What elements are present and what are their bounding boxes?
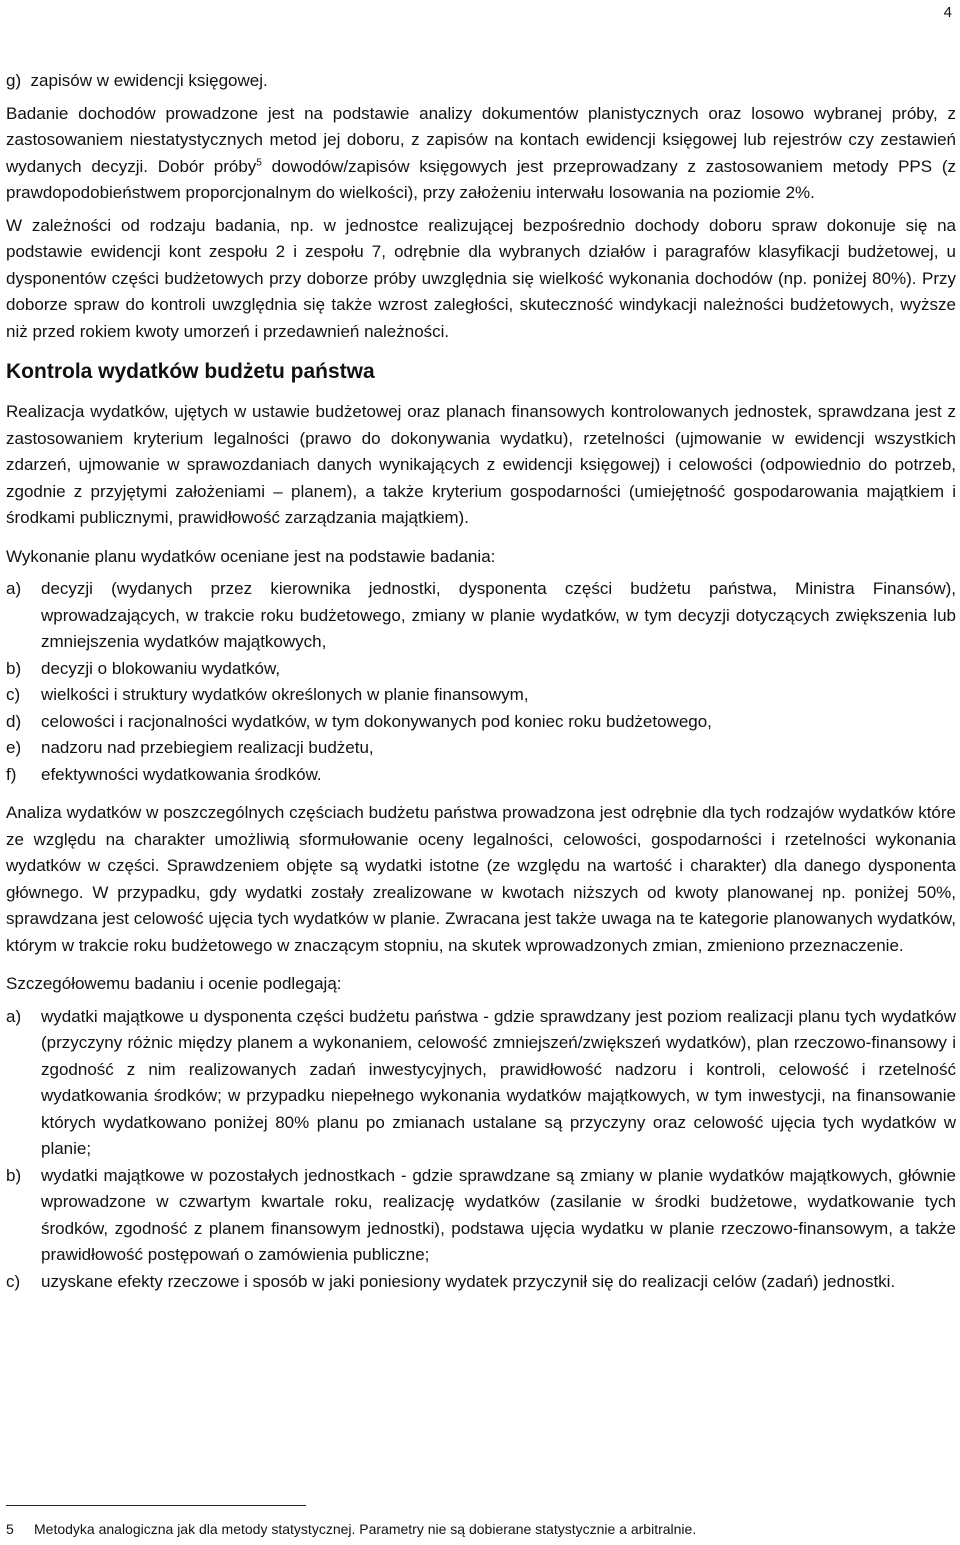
list-item-text: wydatki majątkowe w pozostałych jednostkach - gdzie sprawdzane są zmiany w planie wydatków majątkowych, głównie wprowadzone w czwartym kwartale roku, realizację wydatków (zasilanie w środki budżetowe, wydatkowanie tych środków, zgodność z planem finansowym jednostki), podstawa ujęcia wydatku w planie rzeczowo-finansowym, a także prawidłowość postępowań o zamówienia publiczne; xyxy=(41,1165,956,1264)
footnote-mark: 5 xyxy=(6,1521,14,1537)
list-item-label: d) xyxy=(6,711,22,731)
intro-list-item: g) zapisów w ewidencji księgowej. xyxy=(6,71,268,90)
list-item-label: f) xyxy=(6,764,17,784)
paragraph-plan-execution-intro: Wykonanie planu wydatków oceniane jest na podstawie badania: xyxy=(6,546,496,566)
list-item xyxy=(6,1004,956,1163)
list-item xyxy=(6,735,956,762)
paragraph-sampling-text-a: Badanie dochodów prowadzone jest na podstawie analizy dokumentów planistycznych oraz losowo wybranej próby, z zastosowaniem niestatystycznych metod jej doboru, z zapisów na kontach ewidencji księgowej lub rejestrów czy zestawień wydanych decyzji. Dobór próby xyxy=(6,103,956,176)
list-item-text: celowości i racjonalności wydatków, w tym dokonywanych pod koniec roku budżetowego, xyxy=(41,711,712,731)
paragraph-sampling xyxy=(6,101,956,207)
list-item-text: decyzji (wydanych przez kierownika jednostki, dysponenta części budżetu państwa, Ministra Finansów), wprowadzających, w trakcie roku budżetowego, zmiany w planie wydatków, w tym decyzji dotyczących zwiększenia lub zmniejszenia wydatków majątkowych, xyxy=(41,579,956,651)
page-content xyxy=(6,68,956,1295)
list-item xyxy=(6,1163,956,1269)
footnote-text: Metodyka analogiczna jak dla metody statystycznej. Parametry nie są dobierane statystycznie a arbitralnie. xyxy=(34,1521,697,1537)
paragraph-analysis: Analiza wydatków w poszczególnych częściach budżetu państwa prowadzona jest odrębnie dla tych rodzajów wydatków które ze względu na charakter umożliwią sformułowanie oceny legalności, celowości, gospodarności i rzetelności wykonania wydatków w części. Sprawdzeniem objęte są wydatki istotne (ze względu na wartość i charakter) dla danego dysponenta głównego. W przypadku, gdy wydatki zostały zrealizowane w kwotach niższych od kwoty planowanej np. poniżej 50%, sprawdzana jest celowość ujęcia tych wydatków w planie. Zwracana jest także uwaga na te kategorie planowanych wydatków, którym w trakcie roku budżetowego w znaczącym stopniu, na skutek wprowadzonych zmian, zmieniono przeznaczenie. xyxy=(6,803,956,955)
detailed-review-list xyxy=(6,1004,956,1296)
list-item-text: wydatki majątkowe u dysponenta części budżetu państwa - gdzie sprawdzany jest poziom realizacji planu tych wydatków (przyczyny różnic między planem a wykonaniem, celowość zmniejszeń/zwiększeń wydatków), plan rzeczowo-finansowy i zgodność z nim realizowanych zadań inwestycyjnych, prawidłowość nadzoru i kontroli, celowość i rzetelność wydatkowania środków; w przypadku niepełnego wykonania wydatków majątkowych, w tym inwestycji, na finansowanie których wydatkowano poniżej 80% planu po zmianach ustalane są przyczyny oraz celowość ujęcia tych wydatków w planie; xyxy=(41,1006,956,1158)
list-item-text: decyzji o blokowaniu wydatków, xyxy=(41,658,281,678)
list-item-text: uzyskane efekty rzeczowe i sposób w jaki poniesiony wydatek przyczynił się do realizacji celów (zadań) jednostki. xyxy=(41,1271,896,1291)
paragraph-expenditure-criteria: Realizacja wydatków, ujętych w ustawie budżetowej oraz planach finansowych kontrolowanych jednostek, sprawdzana jest z zastosowaniem kryterium legalności (prawo do dokonywania wydatku), rzetelności (ujmowanie w ewidencji wszystkich zdarzeń, ujmowanie w sprawozdaniach danych wynikających z ewidencji księgowej) i celowości (odpowiednio do potrzeb, zgodnie z przyjętymi założeniami – planem), a także kryterium gospodarności (umiejętność gospodarowania majątkiem i środkami publicznymi, prawidłowość zarządzania majątkiem). xyxy=(6,402,956,527)
section-heading: Kontrola wydatków budżetu państwa xyxy=(6,360,375,383)
paragraph-sampling-text-b: dowodów/zapisów księgowych jest przeprowadzany z zastosowaniem metody PPS (z prawdopodobieństwem proporcjonalnym do wielkości), przy założeniu interwału losowania na poziomie 2%. xyxy=(6,156,956,202)
list-item-label: a) xyxy=(6,579,22,598)
list-item-label: c) xyxy=(6,685,21,704)
list-item xyxy=(6,762,956,789)
list-item-label: b) xyxy=(6,1165,22,1185)
plan-execution-list xyxy=(6,576,956,788)
list-item xyxy=(6,1269,956,1296)
page-number: 4 xyxy=(943,4,952,21)
paragraph-detailed-intro: Szczegółowemu badaniu i ocenie podlegają: xyxy=(6,974,342,993)
list-item xyxy=(6,656,956,683)
footnote xyxy=(6,1520,696,1538)
paragraph-selection-criteria: W zależności od rodzaju badania, np. w jednostce realizującej bezpośrednio dochody doboru spraw dokonuje się na podstawie ewidencji kont zespołu 2 i zespołu 7, odrębnie dla wybranych działów i paragrafów klasyfikacji budżetowej, u dysponentów części budżetowych przy doborze próby uwzględnia się wielkość wykonania dochodów (np. poniżej 80%). Przy doborze spraw do kontroli uwzględnia się także wzrost zaległości, skuteczność windykacji należności budżetowych, wyższe niż przed rokiem kwoty umorzeń i przedawnień należności. xyxy=(6,215,956,341)
list-item-text: wielkości i struktury wydatków określonych w planie finansowym, xyxy=(41,685,529,704)
footnote-reference: 5 xyxy=(256,156,262,168)
list-item-label: e) xyxy=(6,738,22,757)
footnote-separator xyxy=(6,1505,306,1506)
list-item-text: efektywności wydatkowania środków. xyxy=(41,764,322,784)
list-item-label: b) xyxy=(6,658,22,678)
list-item xyxy=(6,682,956,709)
list-item xyxy=(6,709,956,736)
list-item xyxy=(6,576,956,656)
list-item-text: nadzoru nad przebiegiem realizacji budżetu, xyxy=(41,738,374,757)
list-item-label: c) xyxy=(6,1271,21,1291)
list-item-label: a) xyxy=(6,1006,22,1026)
